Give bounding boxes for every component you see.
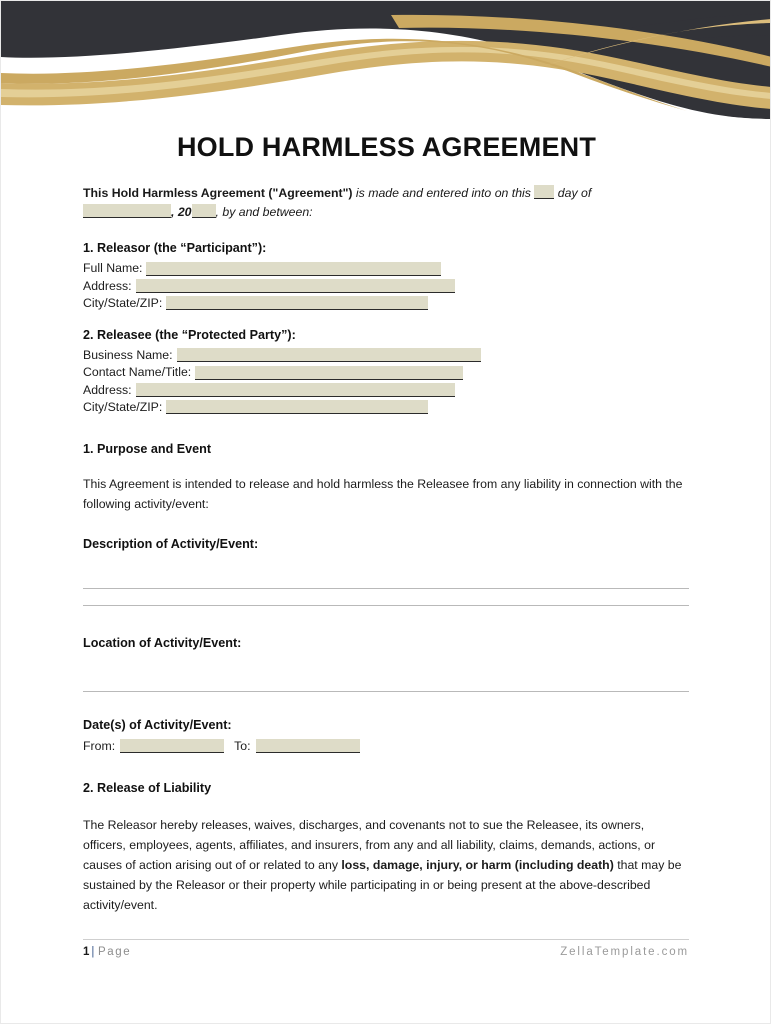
- field-input-contact-name-title[interactable]: [195, 366, 463, 380]
- field-row-releasee-citystatezip: [83, 400, 689, 414]
- date-from-input[interactable]: [120, 739, 224, 753]
- field-row-releasee-address: [83, 383, 689, 397]
- release-paragraph: [83, 816, 689, 916]
- release-heading: 2. Release of Liability: [83, 780, 212, 795]
- footer-brand: ZellaTemplate.com: [560, 946, 689, 958]
- release-bold-phrase: loss, damage, injury, or harm (including death): [341, 858, 614, 873]
- page-title: HOLD HARMLESS AGREEMENT: [176, 132, 597, 162]
- page-footer: [83, 939, 689, 958]
- field-input-full-name[interactable]: [146, 262, 441, 276]
- footer-page-num-value: 1: [83, 946, 90, 958]
- section-releasee: [83, 326, 689, 414]
- purpose-paragraph: This Agreement is intended to release and hold harmless the Releasee from any liability in connection with the following activity/event:: [83, 477, 683, 512]
- section-release-of-liability: [83, 779, 689, 916]
- description-line-2[interactable]: [83, 605, 689, 606]
- section-releasor: [83, 239, 689, 310]
- field-row-business-name: [83, 348, 689, 362]
- intro-year-prefix: , 20: [171, 205, 192, 220]
- release-part-1: The Releasor hereby releases, waives, discharges, and covenants not to sue the Releasee, its owners, officers, employees, agents, affiliates, and insurers, from any and all liability, claims, demands, actions, or causes of action arising out of or related to any: [83, 818, 656, 873]
- field-label-releasor-citystatezip: City/State/ZIP:: [83, 295, 163, 310]
- field-input-releasee-citystatezip[interactable]: [166, 400, 428, 414]
- intro-paragraph: [83, 184, 689, 223]
- header-banner-swoosh: [1, 1, 771, 119]
- footer-page-number: [83, 946, 131, 958]
- purpose-heading: 1. Purpose and Event: [83, 441, 212, 456]
- location-line-1[interactable]: [83, 691, 689, 692]
- month-blank-field[interactable]: [83, 204, 171, 218]
- section-purpose-and-event: [83, 440, 689, 753]
- field-label-contact-name-title: Contact Name/Title:: [83, 365, 192, 380]
- release-part-2: that may be sustained by the Releasor or their property while participating in or being present at the above-described activity/event.: [83, 858, 682, 913]
- field-label-business-name: Business Name:: [83, 348, 173, 363]
- document-body: [83, 184, 689, 916]
- description-line-1[interactable]: [83, 588, 689, 589]
- description-label: Description of Activity/Event:: [83, 537, 259, 552]
- field-label-releasee-citystatezip: City/State/ZIP:: [83, 399, 163, 414]
- banner-graphic: [1, 1, 771, 119]
- field-label-releasor-address: Address:: [83, 278, 132, 293]
- releasee-heading: 2. Releasee (the “Protected Party”):: [83, 327, 296, 342]
- intro-after-lead: is made and entered into on this: [352, 186, 535, 200]
- intro-tail: , by and between:: [215, 205, 313, 220]
- field-row-releasor-citystatezip: [83, 296, 689, 310]
- location-label: Location of Activity/Event:: [83, 635, 242, 650]
- date-from-label: From:: [83, 738, 116, 753]
- day-blank-field[interactable]: [534, 185, 554, 199]
- field-input-releasor-address[interactable]: [136, 279, 455, 293]
- dates-label: Date(s) of Activity/Event:: [83, 718, 232, 733]
- field-input-releasor-citystatezip[interactable]: [166, 296, 428, 310]
- intro-after-day: day of: [554, 186, 592, 200]
- field-input-releasee-address[interactable]: [136, 383, 455, 397]
- footer-page-word: Page: [98, 946, 132, 958]
- footer-page-separator: |: [91, 946, 96, 958]
- releasor-heading: 1. Releasor (the “Participant”):: [83, 240, 267, 255]
- field-label-releasee-address: Address:: [83, 382, 132, 397]
- date-to-label: To:: [234, 738, 251, 753]
- intro-bold-lead: This Hold Harmless Agreement ("Agreement"): [83, 186, 353, 200]
- date-to-input[interactable]: [256, 739, 360, 753]
- year-blank-field[interactable]: [192, 204, 216, 218]
- field-row-releasor-address: [83, 279, 689, 293]
- date-range-row: [83, 739, 689, 753]
- field-input-business-name[interactable]: [177, 348, 481, 362]
- field-label-full-name: Full Name:: [83, 261, 143, 276]
- field-row-contact-name-title: [83, 365, 689, 379]
- field-row-full-name: [83, 261, 689, 275]
